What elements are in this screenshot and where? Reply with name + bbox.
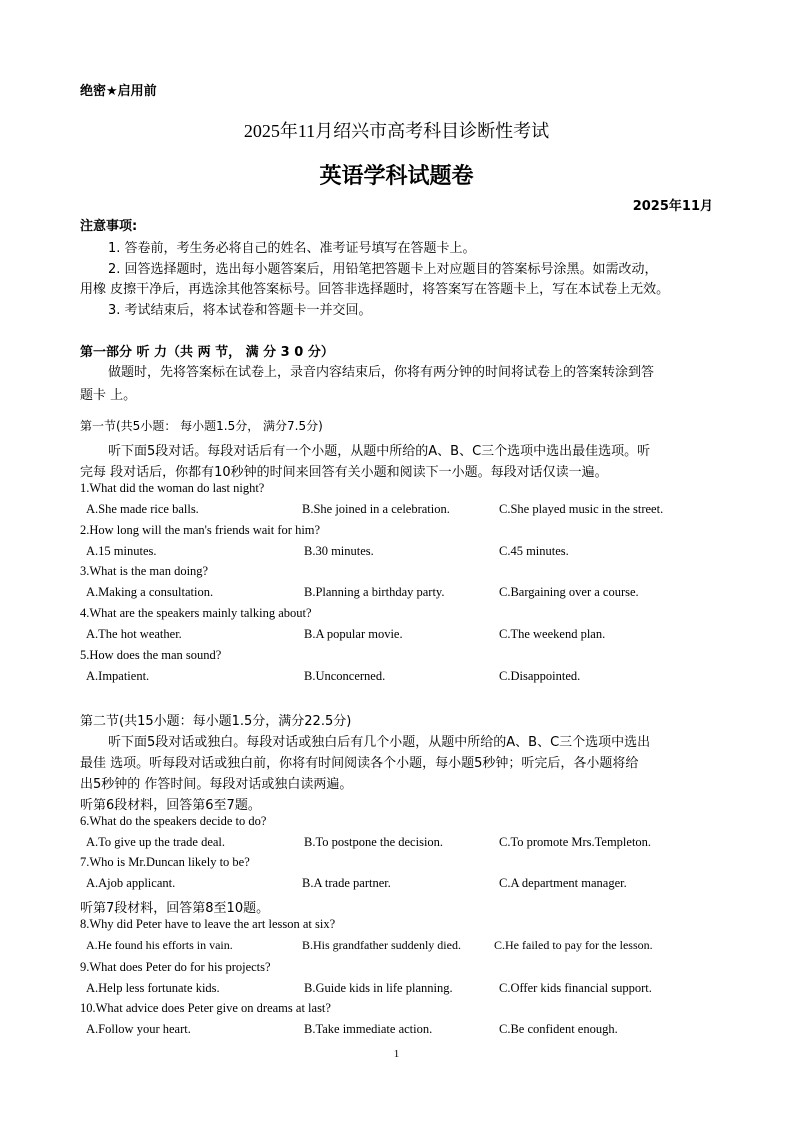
option-a: A.Help less fortunate kids. [86,981,220,995]
option-a: A.Impatient. [86,669,150,683]
question-7: 7.Who is Mr.Duncan likely to be? [80,855,250,869]
option-b: B.A popular movie. [304,627,403,641]
option-c: C.Disappointed. [499,669,581,683]
section2-heading: 第二节(共15小题：每小题1.5分，满分22.5分) [80,714,352,729]
option-c: C.Be confident enough. [499,1022,618,1036]
question-4: 4.What are the speakers mainly talking about? [80,606,312,620]
part1-intro-line: 题卡 上。 [80,388,137,403]
option-a: A.Making a consultation. [86,585,214,599]
section2-intro-line: 出5秒钟的 作答时间。每段对话或独白读两遍。 [80,777,353,792]
question-6: 6.What do the speakers decide to do? [80,814,267,828]
option-b: B.Take immediate action. [304,1022,433,1036]
material-6-note: 听第6段材料，回答第6至7题。 [80,798,261,813]
section1-intro-line: 听下面5段对话。每段对话后有一个小题，从题中所给的A、B、C三个选项中选出最佳选项。听 [108,444,651,459]
option-b: B.His grandfather suddenly died. [302,938,461,952]
option-b: B.30 minutes. [304,544,374,558]
option-b: B.Guide kids in life planning. [304,981,453,995]
option-a: A.15 minutes. [86,544,157,558]
notes-heading: 注意事项: [80,219,138,234]
page-number: 1 [393,1048,400,1060]
option-c: C.A department manager. [499,876,627,890]
section2-intro-line: 最佳 选项。听每段对话或独白前，你将有时间阅读各个小题，每小题5秒钟；听完后，各小题将给 [80,756,639,771]
option-b: B.To postpone the decision. [304,835,444,849]
option-a: A.He found his efforts in vain. [86,938,233,952]
question-9: 9.What does Peter do for his projects? [80,960,271,974]
notes-line: 用橡 皮擦干净后，再选涂其他答案标号。回答非选择题时，将答案写在答题卡上，写在本试卷上无效。 [80,282,670,297]
question-1: 1.What did the woman do last night? [80,481,265,495]
section2-intro-line: 听下面5段对话或独白。每段对话或独白后有几个小题，从题中所给的A、B、C三个选项中选出 [108,735,651,750]
option-b: B.Unconcerned. [304,669,386,683]
exam-subtitle: 英语学科试题卷 [319,164,474,189]
option-b: B.She joined in a celebration. [302,502,450,516]
option-a: A.The hot weather. [86,627,182,641]
option-c: C.Bargaining over a course. [499,585,639,599]
option-c: C.She played music in the street. [499,502,664,516]
option-b: B.Planning a birthday party. [304,585,445,599]
section1-heading: 第一节(共5小题： 每小题1.5分， 满分7.5分) [80,419,323,433]
part1-intro-line: 做题时，先将答案标在试卷上，录音内容结束后，你将有两分钟的时间将试卷上的答案转涂到答 [108,365,655,380]
option-a: A.Ajob applicant. [86,876,176,890]
option-c: C.The weekend plan. [499,627,606,641]
option-c: C.45 minutes. [499,544,569,558]
notes-line: 3. 考试结束后，将本试卷和答题卡一并交回。 [108,303,372,318]
option-c: C.To promote Mrs.Templeton. [499,835,652,849]
question-8: 8.Why did Peter have to leave the art lesson at six? [80,917,336,931]
exam-title: 2025年11月绍兴市高考科目诊断性考试 [243,121,550,141]
notes-line: 2. 回答选择题时，选出每小题答案后，用铅笔把答题卡上对应题目的答案标号涂黑。如需改动， [108,262,658,277]
confidential-mark: 绝密★启用前 [80,84,157,99]
option-c: C.He failed to pay for the lesson. [494,938,653,952]
question-3: 3.What is the man doing? [80,564,209,578]
option-a: A.She made rice balls. [86,502,199,516]
option-a: A.Follow your heart. [86,1022,191,1036]
section1-intro-line: 完每 段对话后，你都有10秒钟的时间来回答有关小题和阅读下一小题。每段对话仅读一遍。 [80,465,608,480]
question-5: 5.How does the man sound? [80,648,222,662]
material-7-note: 听第7段材料，回答第8至10题。 [80,901,270,916]
option-c: C.Offer kids financial support. [499,981,652,995]
question-10: 10.What advice does Peter give on dreams at last? [80,1001,331,1015]
question-2: 2.How long will the man's friends wait for him? [80,523,321,537]
notes-line: 1. 答卷前，考生务必将自己的姓名、准考证号填写在答题卡上。 [108,241,476,256]
part1-heading: 第一部分 听 力（共 两 节， 满 分 3 0 分） [80,345,334,360]
exam-date: 2025年11月 [632,199,713,214]
option-b: B.A trade partner. [302,876,391,890]
option-a: A.To give up the trade deal. [86,835,226,849]
